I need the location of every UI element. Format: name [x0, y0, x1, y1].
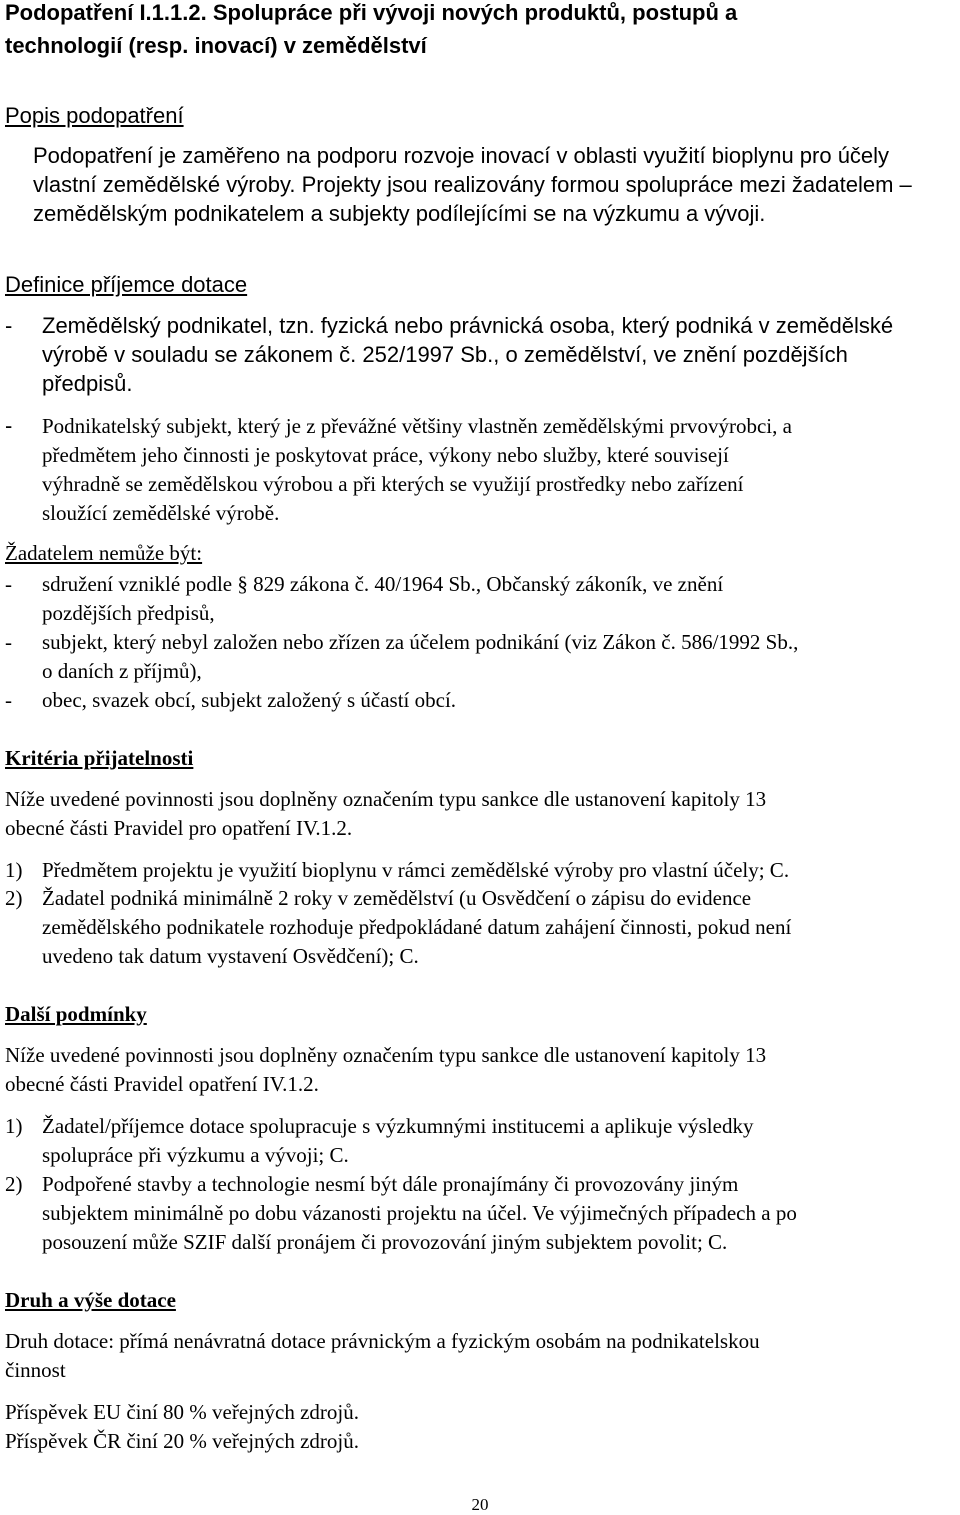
- section-heading-druh: Druh a výše dotace: [5, 1288, 176, 1312]
- list-item-line: předmětem jeho činnosti je poskytovat práce, výkony nebo služby, které souvisejí: [42, 443, 729, 467]
- section-heading-kriteria: Kritéria přijatelnosti: [5, 746, 194, 770]
- list-item-line: Žadatel podniká minimálně 2 roky v zemědělství (u Osvědčení o zápisu do evidence: [42, 886, 752, 910]
- list-item-line: Podpořené stavby a technologie nesmí být dále pronajímány či provozovány jiným: [42, 1172, 739, 1196]
- list-item-line: subjekt, který nebyl založen nebo zřízen za účelem podnikání (viz Zákon č. 586/1992 Sb.,: [42, 630, 799, 654]
- popis-line-3: zemědělským podnikatelem a subjekty podílejícími se na výzkumu a vývoji.: [33, 201, 766, 226]
- kriteria-intro-line-1: Níže uvedené povinnosti jsou doplněny označením typu sankce dle ustanovení kapitoly 13: [5, 787, 767, 811]
- list-item-line: výrobě v souladu se zákonem č. 252/1997 Sb., o zemědělství, ve znění pozdějších: [42, 342, 848, 367]
- list-number: 2): [5, 886, 23, 910]
- list-item-line: sloužící zemědělské výrobě.: [42, 501, 280, 525]
- list-bullet: -: [5, 688, 12, 712]
- list-item-line: výhradně se zemědělskou výrobou a při kterých se využijí prostředky nebo zařízení: [42, 472, 744, 496]
- list-item-line: zemědělského podnikatele rozhoduje předpokládané datum zahájení činnosti, pokud není: [42, 915, 792, 939]
- list-number: 2): [5, 1172, 23, 1196]
- list-bullet: -: [5, 572, 12, 596]
- list-item-line: sdružení vzniklé podle § 829 zákona č. 40/1964 Sb., Občanský zákoník, ve znění: [42, 572, 724, 596]
- prispevek-eu: Příspěvek EU činí 80 % veřejných zdrojů.: [5, 1400, 359, 1424]
- page-number: 20: [471, 1495, 489, 1514]
- druh-line-1: Druh dotace: přímá nenávratná dotace právnickým a fyzickým osobám na podnikatelskou: [5, 1329, 760, 1353]
- dalsi-intro-line-2: obecné části Pravidel opatření IV.1.2.: [5, 1072, 319, 1096]
- list-bullet: -: [5, 630, 12, 654]
- list-item-line: Zemědělský podnikatel, tzn. fyzická nebo právnická osoba, který podniká v zemědělské: [42, 313, 894, 338]
- section-heading-definice: Definice příjemce dotace: [5, 272, 248, 297]
- section-heading-popis: Popis podopatření: [5, 103, 184, 128]
- list-item-line: spolupráce při výzkumu a vývoji; C.: [42, 1143, 349, 1167]
- list-item-line: uvedeno tak datum vystavení Osvědčení); C.: [42, 944, 419, 968]
- list-bullet: -: [5, 413, 13, 438]
- list-item-line: pozdějších předpisů,: [42, 601, 215, 625]
- list-item-line: posouzení může SZIF další pronájem či provozování jiným subjektem povolit; C.: [42, 1230, 728, 1254]
- druh-line-2: činnost: [5, 1358, 66, 1382]
- list-item-line: Podnikatelský subjekt, který je z převážné většiny vlastněn zemědělskými prvovýrobci, a: [42, 414, 792, 438]
- list-number: 1): [5, 858, 23, 882]
- section-heading-zadatel: Žadatelem nemůže být:: [5, 541, 203, 565]
- list-bullet: -: [5, 313, 13, 338]
- list-number: 1): [5, 1114, 23, 1138]
- popis-line-2: vlastní zemědělské výroby. Projekty jsou realizovány formou spolupráce mezi žadatelem –: [33, 172, 912, 197]
- list-item-line: obec, svazek obcí, subjekt založený s účastí obcí.: [42, 688, 457, 712]
- page-title-line-2: technologií (resp. inovací) v zemědělství: [5, 33, 427, 58]
- kriteria-intro-line-2: obecné části Pravidel pro opatření IV.1.2.: [5, 816, 353, 840]
- list-item-line: Žadatel/příjemce dotace spolupracuje s výzkumnými institucemi a aplikuje výsledky: [42, 1114, 754, 1138]
- list-item-line: Předmětem projektu je využití bioplynu v rámci zemědělské výroby pro vlastní účely; C.: [42, 858, 790, 882]
- section-heading-dalsi: Další podmínky: [5, 1002, 147, 1026]
- prispevek-cr: Příspěvek ČR činí 20 % veřejných zdrojů.: [5, 1429, 360, 1453]
- list-item-line: předpisů.: [42, 371, 133, 396]
- list-item-line: subjektem minimálně po dobu vázanosti projektu na účel. Ve výjimečných případech a po: [42, 1201, 797, 1225]
- popis-line-1: Podopatření je zaměřeno na podporu rozvoje inovací v oblasti využití bioplynu pro účely: [33, 143, 890, 168]
- list-item-line: o daních z příjmů),: [42, 659, 202, 683]
- page-title-line-1: Podopatření I.1.1.2. Spolupráce při vývoji nových produktů, postupů a: [5, 0, 738, 25]
- dalsi-intro-line-1: Níže uvedené povinnosti jsou doplněny označením typu sankce dle ustanovení kapitoly 13: [5, 1043, 767, 1067]
